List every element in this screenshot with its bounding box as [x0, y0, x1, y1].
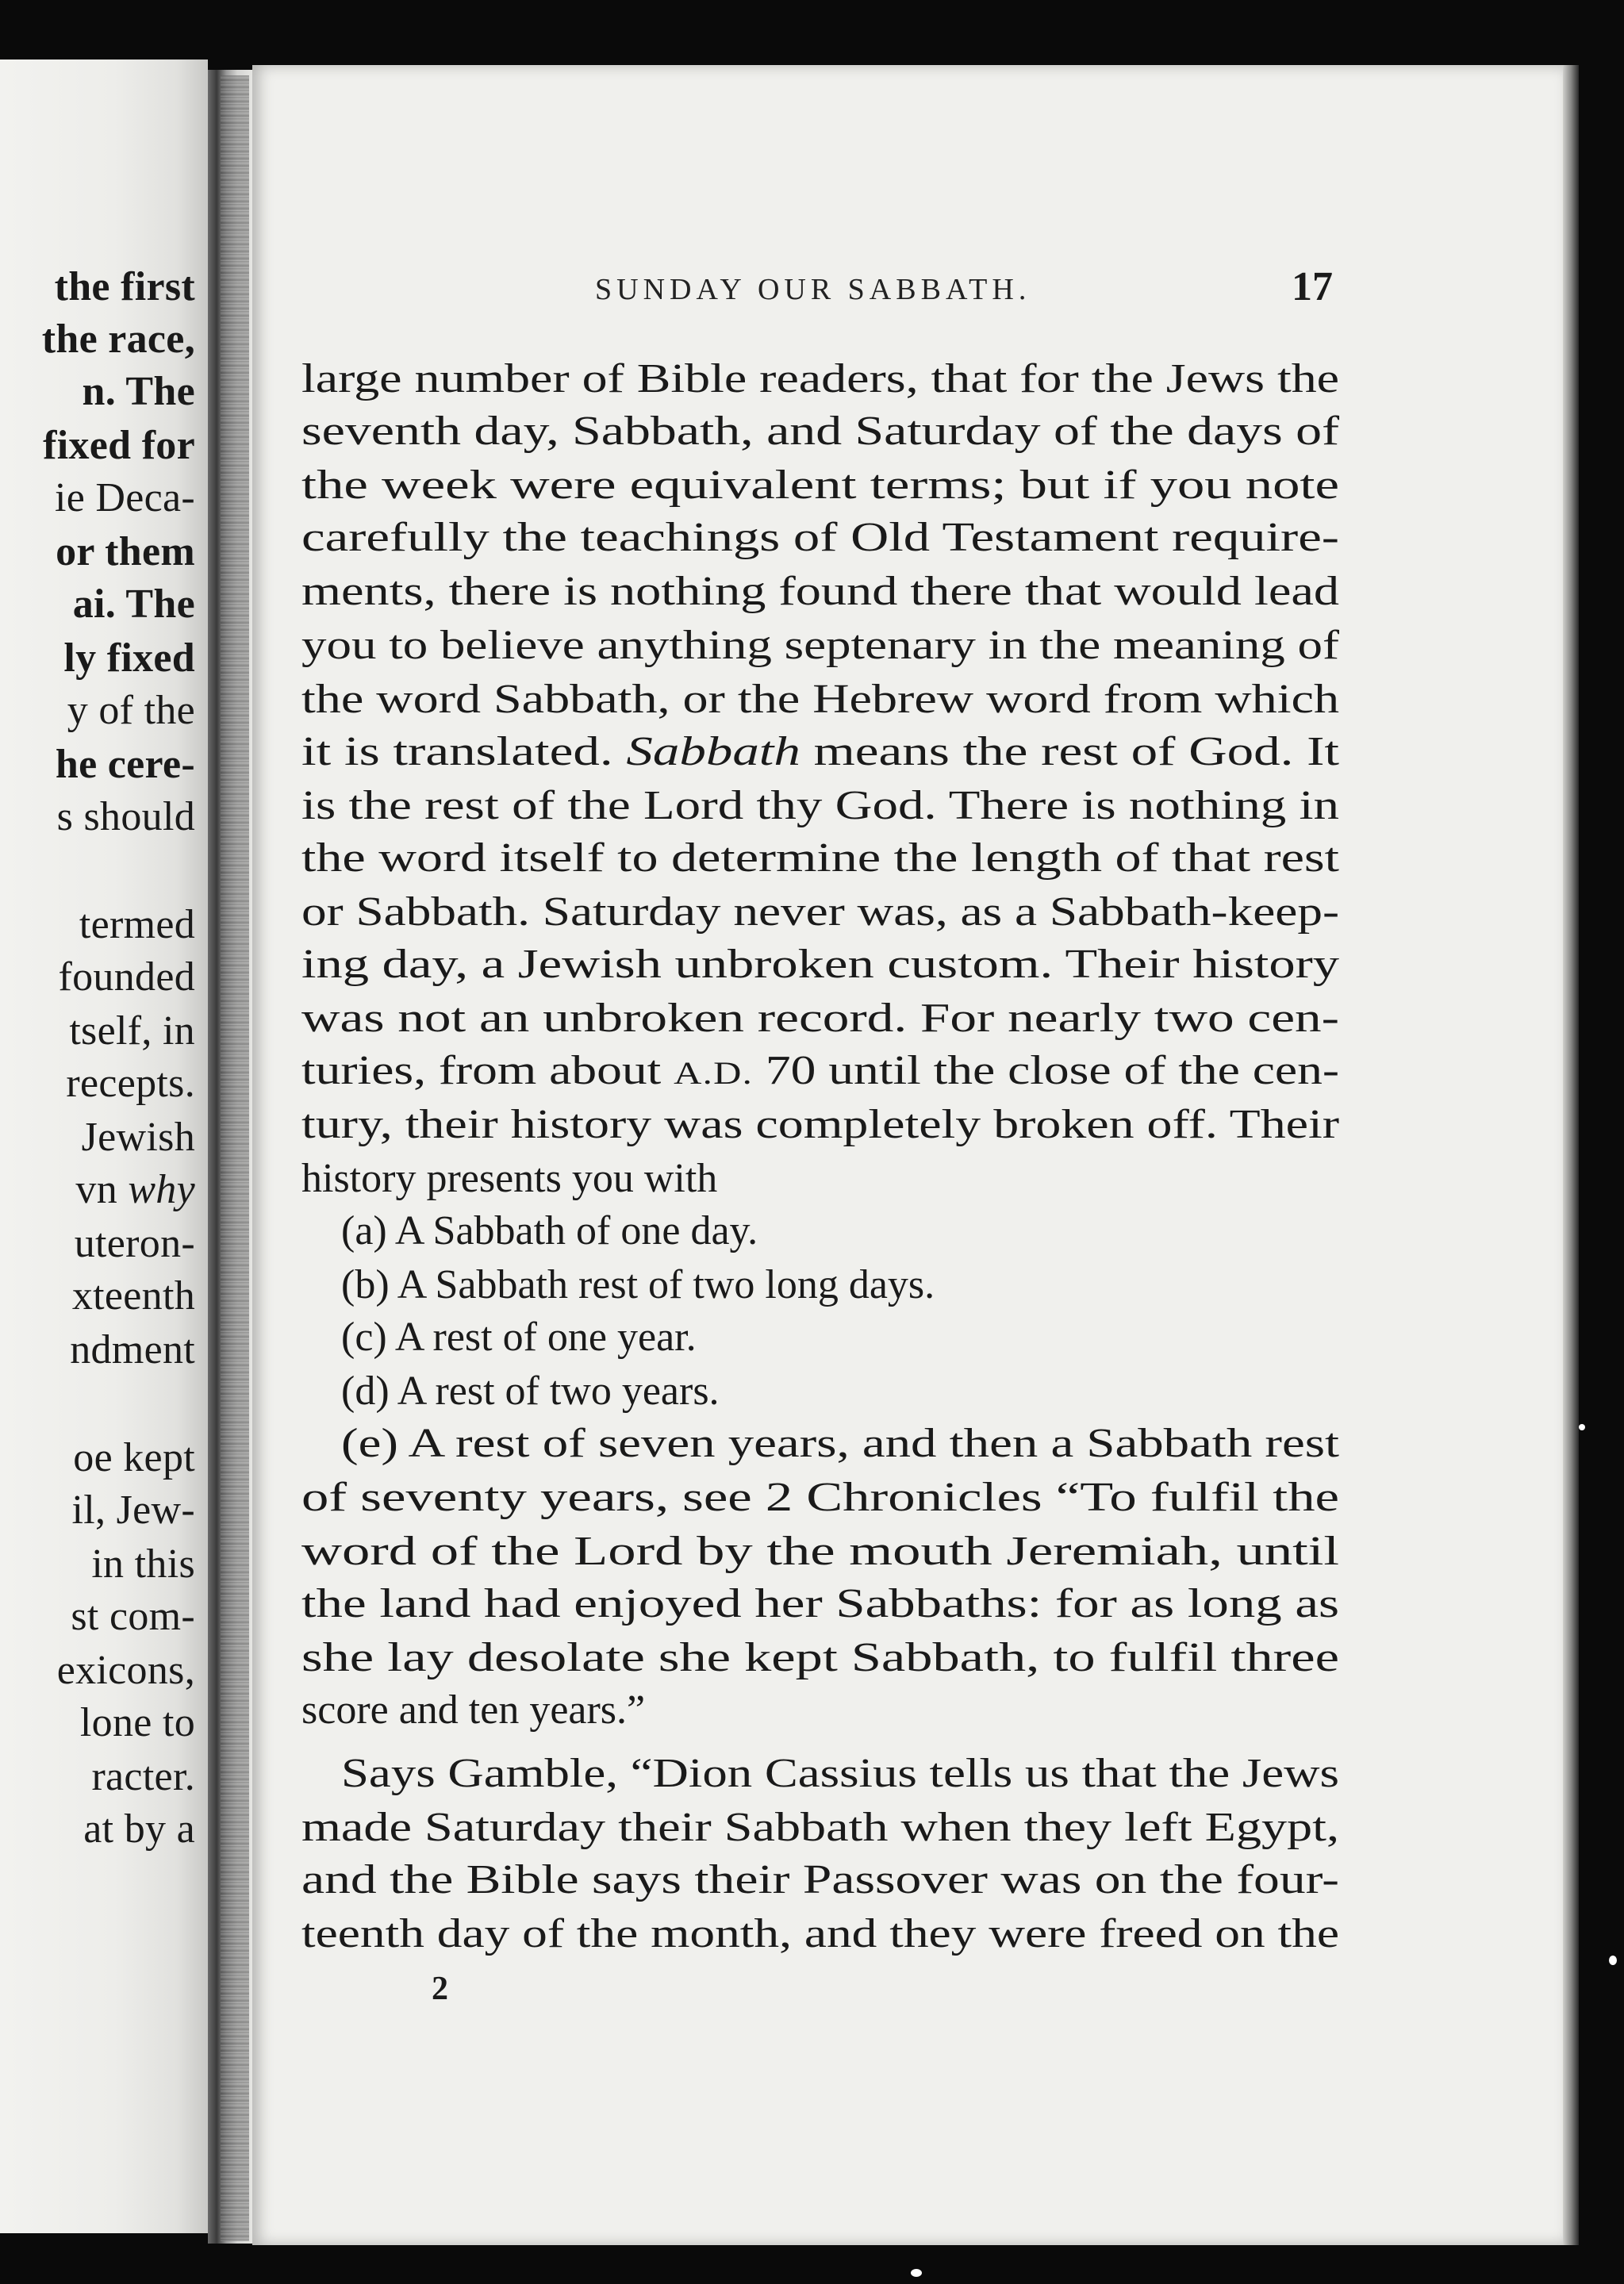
body-line: [301, 1477, 1339, 1518]
left-page-line: y of the: [67, 688, 195, 733]
running-head: SUNDAY OUR SABBATH.: [595, 273, 1031, 306]
text-run: the word Sabbath, or the Hebrew word from which: [301, 677, 1339, 722]
text-run: carefully the teachings of Old Testament require-: [301, 515, 1339, 560]
body-line: [301, 1104, 1339, 1146]
text-run: word of the Lord by the mouth: [301, 1529, 992, 1574]
body-line: [301, 998, 1339, 1039]
body-line: [301, 411, 1339, 452]
text-run: teenth day of the month, and they were freed on the: [301, 1911, 1339, 1956]
text-run: (c) A rest of one year.: [341, 1315, 697, 1360]
text-run: history presents you with: [301, 1156, 718, 1201]
body-line: [301, 1158, 717, 1200]
text-run: tury, their history was completely broken off. Their: [301, 1102, 1339, 1147]
body-line: [301, 571, 1339, 612]
body-line: [301, 1857, 1339, 1902]
left-page-line: ai. The: [72, 582, 195, 627]
text-run: ments, there is nothing found there that would lead: [301, 569, 1339, 614]
body-line: [301, 731, 1339, 773]
right-page-edge-shadow: [1563, 65, 1579, 2245]
text-run: Says Gamble, “Dion Cassius tells us that the Jews: [341, 1751, 1339, 1796]
text-run: the word itself to determine the length of that rest: [301, 835, 1339, 881]
left-page-line: ie Deca-: [54, 475, 195, 520]
body-line: [341, 1368, 720, 1414]
left-page-line: or them: [56, 529, 195, 574]
dust-speck: [1579, 1424, 1585, 1430]
body-line: [301, 1807, 1339, 1848]
text-run: turies, from about: [301, 1048, 662, 1093]
body-line: [301, 1911, 1339, 1956]
left-page-line: termed: [79, 902, 195, 947]
left-page-line: vn why: [75, 1167, 195, 1212]
left-page-line: il, Jew-: [71, 1487, 195, 1533]
text-run: (e) A rest of seven years, and then a Sabbath rest: [341, 1421, 1339, 1466]
left-page-line: n. The: [82, 369, 195, 414]
body-line: [341, 1753, 1339, 1795]
text-run: was not an unbroken record. For nearly two cen-: [301, 996, 1339, 1041]
left-page-line: fixed for: [43, 423, 195, 468]
body-line: [301, 944, 1339, 985]
text-run: the land had enjoyed her Sabbaths: for as long as: [301, 1581, 1339, 1626]
left-page-line: oe kept: [73, 1435, 195, 1480]
left-page-line: ly fixed: [63, 635, 195, 681]
text-run: and the Bible says their Passover was on the four-: [301, 1857, 1339, 1902]
dust-speck: [1609, 1956, 1617, 1965]
left-page-line: racter.: [91, 1754, 195, 1799]
left-page-line: Jewish: [81, 1115, 195, 1160]
text-run: “To fulfil the: [1055, 1475, 1339, 1520]
text-run: made Saturday their Sabbath when they left Egypt,: [301, 1805, 1339, 1850]
signature-mark: 2: [432, 1971, 448, 2007]
text-run: means the rest of God. It: [813, 729, 1339, 774]
left-page-line: the first: [54, 264, 195, 309]
text-run: it is translated.: [301, 729, 613, 774]
gutter-page-edges: [221, 75, 249, 2241]
body-line: [301, 1531, 1339, 1572]
left-page-line: he cere-: [55, 742, 195, 787]
body-line: [301, 356, 1339, 401]
left-facing-page: [0, 59, 208, 2233]
body-line: [301, 1687, 646, 1733]
body-line: [301, 785, 1339, 827]
text-run: you to believe anything septenary in the meaning of: [301, 623, 1339, 668]
text-run: she lay desolate she kept Sabbath, to fulfil three: [301, 1635, 1339, 1680]
body-line: [341, 1208, 758, 1253]
left-page-line: in this: [91, 1541, 195, 1587]
text-run: ing day, a Jewish unbroken custom. Their history: [301, 942, 1339, 987]
body-line: [301, 1050, 1339, 1092]
text-run: 70 until the close of the cen-: [765, 1048, 1339, 1093]
left-page-line: s should: [56, 794, 195, 839]
body-line: [301, 889, 1339, 935]
left-page-line: founded: [58, 954, 195, 1000]
left-page-line: ndment: [70, 1327, 195, 1372]
body-line: [341, 1423, 1339, 1464]
text-run: A.D.: [674, 1055, 754, 1091]
text-run: is the rest of the Lord thy God. There is nothing in: [301, 783, 1339, 828]
text-run: Jeremiah, until: [1006, 1529, 1339, 1574]
left-page-line: lone to: [79, 1700, 195, 1745]
text-run: score and ten years.”: [301, 1687, 646, 1733]
text-run: of seventy years, see 2 Chronicles: [301, 1475, 1042, 1520]
body-line: [301, 625, 1339, 666]
page-number: 17: [1292, 264, 1333, 309]
body-line: [301, 1637, 1339, 1679]
body-line: [341, 1262, 935, 1307]
text-run: Sabbath: [626, 729, 800, 774]
left-page-line: the race,: [41, 317, 195, 362]
text-run: the week were equivalent terms; but if you note: [301, 463, 1339, 508]
left-page-line: uteron-: [74, 1221, 195, 1266]
text-run: (a) A Sabbath of one day.: [341, 1208, 758, 1253]
dust-speck: [911, 2269, 922, 2277]
body-line: [301, 465, 1339, 506]
text-run: or Sabbath. Saturday never was, as a Sabbath-keep-: [301, 889, 1339, 935]
text-run: (d) A rest of two years.: [341, 1368, 720, 1414]
body-line: [301, 1583, 1339, 1625]
left-page-line: xteenth: [71, 1273, 195, 1319]
text-run: (b) A Sabbath rest of two long days.: [341, 1262, 935, 1307]
body-line: [301, 835, 1339, 881]
body-line: [301, 679, 1339, 720]
left-page-line: exicons,: [56, 1648, 195, 1693]
body-line: [341, 1317, 697, 1358]
left-page-line: recepts.: [66, 1061, 195, 1106]
body-line: [301, 517, 1339, 559]
left-page-line: at by a: [83, 1806, 195, 1852]
left-page-line: st com-: [71, 1594, 195, 1639]
left-page-line: tself, in: [69, 1008, 195, 1054]
text-run: large number of Bible readers, that for the Jews the: [301, 356, 1339, 401]
text-run: seventh day, Sabbath, and Saturday of the days of: [301, 409, 1339, 454]
